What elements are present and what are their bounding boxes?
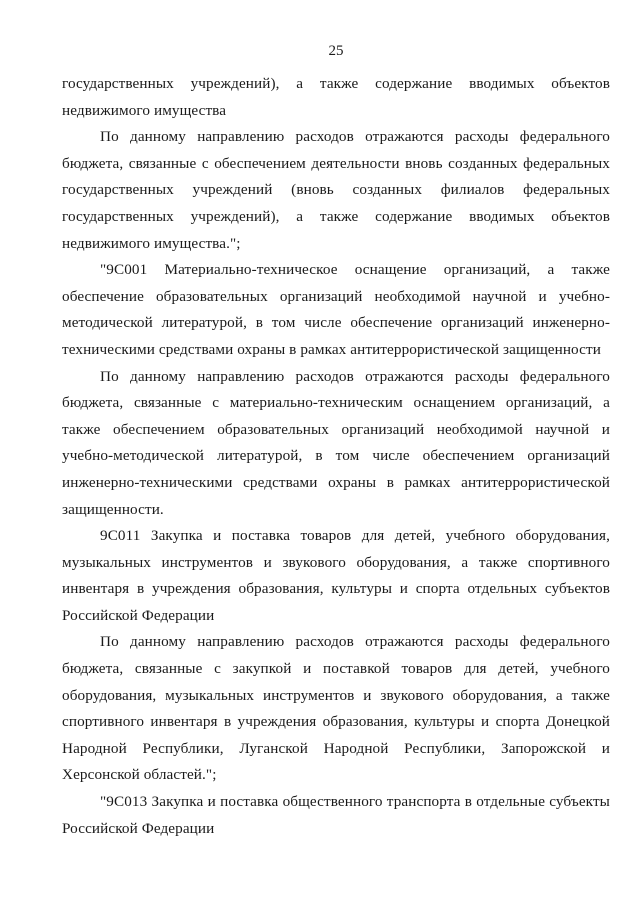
document-body [62,71,610,842]
paragraph-continuation: государственных учреждений), а также содержание вводимых объектов недвижимого имущества [62,75,610,119]
paragraph-code-9c013: "9С013 Закупка и поставка общественного транспорта в отдельные субъекты Российской Федерации [62,793,610,837]
paragraph-code-9c011: 9С011 Закупка и поставка товаров для детей, учебного оборудования, музыкальных инструментов и звукового оборудования, а также спортивного инвентаря в учреждения образования, культуры и спорта отдельных субъектов Российской Федерации [62,527,610,624]
paragraph-9c011-description: По данному направлению расходов отражаются расходы федерального бюджета, связанные с закупкой и поставкой товаров для детей, учебного оборудования, музыкальных инструментов и звукового оборудования, а также спортивного инвентаря в учреждения образования, культуры и спорта Донецкой Народной Республики, Луганской Народной Республики, Запорожской и Херсонской областей."; [62,633,610,784]
page-number: 25 [328,43,344,59]
paragraph-federal-institutions: По данному направлению расходов отражаются расходы федерального бюджета, связанные с обеспечением деятельности вновь созданных федеральных государственных учреждений (вновь созданных филиалов федеральных государственных учреждений), а также содержание вводимых объектов недвижимого имущества."; [62,128,610,252]
paragraph-code-9c001: "9С001 Материально-техническое оснащение организаций, а также обеспечение образовательных организаций необходимой научной и учебно-методической литературой, в том числе обеспечение организаций инженерно-техническими средствами охраны в рамках антитеррористической защищенности [62,261,610,358]
paragraph-9c001-description: По данному направлению расходов отражаются расходы федерального бюджета, связанные с материально-техническим оснащением организаций, а также обеспечением образовательных организаций необходимой научной и учебно-методической литературой, в том числе обеспечением организаций инженерно-техническими средствами охраны в рамках антитеррористической защищенности. [62,367,610,518]
